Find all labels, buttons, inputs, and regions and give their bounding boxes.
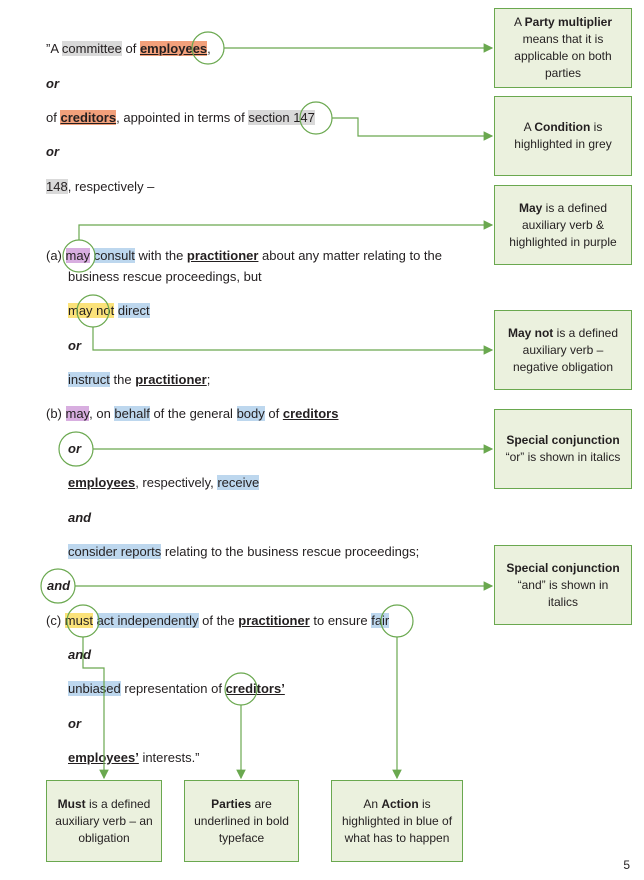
text-line-5: 148, respectively –: [46, 179, 155, 194]
callout-party-multiplier: A Party multiplier means that it is applicable on both parties: [494, 8, 632, 88]
page-number: 5: [623, 858, 630, 872]
clause-c-line-5: employees’ interests.”: [68, 750, 200, 765]
aux-may-not: may not: [68, 303, 115, 318]
action-behalf: behalf: [114, 406, 150, 421]
clause-a-line-5: instruct the practitioner;: [68, 372, 211, 387]
condition-committee: committee: [61, 41, 122, 56]
arrow-may-not: [93, 327, 492, 350]
clause-c-line-3: unbiased representation of creditors’: [68, 681, 285, 696]
condition-section: section: [248, 110, 290, 125]
clause-a-line-3: [68, 302, 150, 320]
clause-b-line-3: employees, respectively, receive: [68, 475, 260, 490]
aux-may-a: may: [65, 248, 91, 263]
conjunction-and-1: and: [68, 510, 92, 525]
party-practitioner-a2: practitioner: [135, 372, 207, 387]
party-creditors-b: creditors: [282, 406, 339, 421]
conjunction-or-2: or: [46, 144, 59, 159]
conjunction-or-1: or: [46, 76, 59, 91]
circle-label-and: and: [47, 578, 71, 593]
clause-b-line-1: (b) may, on behalf of the general body of creditors: [46, 406, 339, 421]
aux-must: must: [64, 613, 93, 628]
action-consider-reports: consider reports: [68, 544, 162, 559]
party-creditors: creditors: [60, 110, 117, 125]
arrow-condition: [332, 118, 492, 136]
clause-b-line-5: consider reports relating to the business rescue proceedings;: [68, 544, 420, 559]
party-practitioner-c: practitioner: [238, 613, 310, 628]
action-unbiased: unbiased: [68, 681, 121, 696]
action-receive: receive: [217, 475, 260, 490]
callout-may: May is a defined auxiliary verb & highlighted in purple: [494, 185, 632, 265]
text-line-3: of creditors, appointed in terms of section 147: [46, 110, 315, 125]
party-employees-b: employees: [68, 475, 136, 490]
conjunction-or-3: or: [68, 338, 81, 353]
aux-may-b: may: [65, 406, 90, 421]
clause-a-line-1: (a) may consult with the practitioner about any matter relating to the: [46, 248, 442, 263]
callout-parties: Parties are underlined in bold typeface: [184, 780, 299, 862]
action-consult: consult: [93, 248, 135, 263]
callout-may-not: May not is a defined auxiliary verb – negative obligation: [494, 310, 632, 390]
condition-148: 148: [46, 179, 68, 194]
condition-147: 147: [293, 110, 315, 125]
action-act-independently: act independently: [96, 613, 199, 628]
arrow-may: [79, 225, 492, 240]
text-line-1: ”A committee of employees,: [46, 41, 211, 56]
callout-special-or: Special conjunction “or” is shown in italics: [494, 409, 632, 489]
callout-special-and: Special conjunction “and” is shown in italics: [494, 545, 632, 625]
action-body: body: [236, 406, 265, 421]
conjunction-or-5: or: [68, 716, 81, 731]
clause-c-line-1: (c) must act independently of the practitioner to ensure fair: [46, 613, 390, 628]
callout-must: Must is a defined auxiliary verb – an obligation: [46, 780, 162, 862]
conjunction-and-3: and: [68, 647, 92, 662]
party-practitioner-a: practitioner: [186, 248, 259, 263]
party-employees: employees: [139, 41, 208, 56]
clause-a-line-2: business rescue proceedings, but: [68, 269, 262, 284]
circle-label-or: or: [68, 441, 81, 456]
action-direct: direct: [117, 303, 150, 318]
action-fair: fair: [371, 613, 390, 628]
party-employees-c: employees’: [68, 750, 139, 765]
callout-action: An Action is highlighted in blue of what has to happen: [331, 780, 463, 862]
action-instruct: instruct: [68, 372, 110, 387]
callout-condition: A Condition is highlighted in grey: [494, 96, 632, 176]
party-creditors-c: creditors’: [225, 681, 285, 696]
